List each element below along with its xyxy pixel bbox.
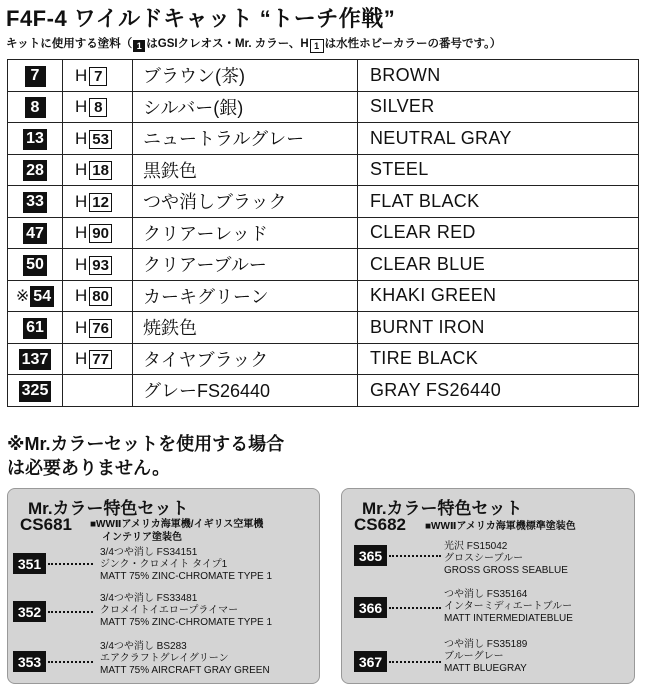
color-set-cs681 xyxy=(7,488,320,684)
paint-name-en: FLAT BLACK xyxy=(358,186,639,218)
color-number-swatch: 352 xyxy=(13,601,46,622)
table-row xyxy=(8,60,639,92)
set-description xyxy=(425,520,576,533)
color-item-line: つや消し FS35189 xyxy=(444,639,528,650)
color-item-line: MATT 75% ZINC-CHROMATE TYPE 1 xyxy=(100,571,273,582)
paint-name-en: STEEL xyxy=(358,154,639,186)
legend-suffix: は水性ホビーカラーの番号です。） xyxy=(324,38,502,50)
aqueous-color-cell xyxy=(63,123,133,155)
mr-color-number: 33 xyxy=(23,192,47,213)
paint-name-ja: カーキグリーン xyxy=(133,280,358,312)
set-title: Mr.カラー特色セット xyxy=(28,499,189,518)
set-code: CS682 xyxy=(354,515,406,534)
note-line: ※Mr.カラーセットを使用する場合 xyxy=(7,434,285,454)
note-line: は必要ありません。 xyxy=(7,458,171,478)
mr-color-number: 47 xyxy=(23,223,47,244)
table-row xyxy=(8,91,639,123)
color-item-line: MATT BLUEGRAY xyxy=(444,663,527,674)
paint-name-en: BURNT IRON xyxy=(358,312,639,344)
h-prefix: H xyxy=(75,254,88,274)
mr-color-number: 50 xyxy=(23,255,47,276)
mr-color-cell xyxy=(8,249,63,281)
h-prefix: H xyxy=(75,317,88,337)
mr-color-cell xyxy=(8,91,63,123)
table-row xyxy=(8,375,639,407)
leader-dots xyxy=(48,611,93,613)
paint-name-ja: 黒鉄色 xyxy=(133,154,358,186)
mr-color-badge-example: 1 xyxy=(133,40,145,52)
color-item-line: 3/4つや消し FS33481 xyxy=(100,593,198,604)
mr-color-cell xyxy=(8,217,63,249)
legend-mid: はGSIクレオス・Mr. カラー、H xyxy=(146,38,309,50)
color-item xyxy=(444,639,527,675)
mr-color-cell xyxy=(8,375,63,407)
legend-prefix: キットに使用する塗料（ xyxy=(6,38,133,50)
color-item xyxy=(444,589,573,625)
color-item-line: クロメイトイエロープライマー xyxy=(100,605,239,616)
color-item xyxy=(100,593,272,629)
aqueous-color-number: 7 xyxy=(89,67,107,86)
color-item-line: 光沢 FS15042 xyxy=(444,541,508,552)
h-prefix: H xyxy=(75,65,88,85)
color-item-line: 3/4つや消し BS283 xyxy=(100,641,187,652)
set-description xyxy=(90,518,263,544)
paint-name-ja: 焼鉄色 xyxy=(133,312,358,344)
leader-dots xyxy=(48,661,93,663)
set-title: Mr.カラー特色セット xyxy=(362,499,523,518)
table-row xyxy=(8,123,639,155)
paint-name-en: KHAKI GREEN xyxy=(358,280,639,312)
color-number-swatch: 365 xyxy=(354,545,387,566)
h-prefix: H xyxy=(75,349,88,369)
color-number-swatch: 351 xyxy=(13,553,46,574)
aqueous-color-cell xyxy=(63,154,133,186)
mr-color-number: 325 xyxy=(19,381,52,402)
aqueous-color-number: 76 xyxy=(89,319,112,338)
table-row xyxy=(8,154,639,186)
aqueous-color-cell xyxy=(63,91,133,123)
color-number-swatch: 366 xyxy=(354,597,387,618)
mr-color-number: 13 xyxy=(23,129,47,150)
color-number-swatch: 353 xyxy=(13,651,46,672)
paint-name-en: BROWN xyxy=(358,60,639,92)
color-item-line: インターミディエートブルー xyxy=(444,601,573,612)
note-mark: ※ xyxy=(15,287,30,305)
color-item-line: ジンク・クロメイト タイプ1 xyxy=(100,559,228,570)
paint-name-ja: グレーFS26440 xyxy=(133,375,358,407)
paint-name-en: SILVER xyxy=(358,91,639,123)
color-item-line: MATT 75% ZINC-CHROMATE TYPE 1 xyxy=(100,617,273,628)
paint-name-ja: タイヤブラック xyxy=(133,343,358,375)
aqueous-color-cell xyxy=(63,186,133,218)
table-row xyxy=(8,343,639,375)
color-item-line: つや消し FS35164 xyxy=(444,589,528,600)
aqueous-color-number: 90 xyxy=(89,224,112,243)
mr-color-cell xyxy=(8,343,63,375)
aqueous-color-number: 93 xyxy=(89,256,112,275)
leader-dots xyxy=(48,563,93,565)
paint-name-en: NEUTRAL GRAY xyxy=(358,123,639,155)
table-row xyxy=(8,312,639,344)
color-item-line: GROSS GROSS SEABLUE xyxy=(444,565,568,576)
set-description-line: ■WWⅡアメリカ海軍機/イギリス空軍機 xyxy=(90,519,264,530)
mr-color-number: 54 xyxy=(30,286,54,307)
mr-color-cell xyxy=(8,186,63,218)
color-item-line: MATT 75% AIRCRAFT GRAY GREEN xyxy=(100,665,270,676)
paint-legend xyxy=(6,35,501,53)
paint-name-en: TIRE BLACK xyxy=(358,343,639,375)
aqueous-color-cell xyxy=(63,217,133,249)
set-description-line: インテリア塗装色 xyxy=(102,532,182,543)
mr-color-number: 8 xyxy=(25,97,46,118)
aqueous-color-number: 80 xyxy=(89,287,112,306)
leader-dots xyxy=(389,555,441,557)
table-row xyxy=(8,217,639,249)
set-code: CS681 xyxy=(20,515,72,534)
leader-dots xyxy=(389,661,441,663)
color-item-line: 3/4つや消し FS34151 xyxy=(100,547,198,558)
aqueous-color-number: 77 xyxy=(89,350,112,369)
set-description-line: ■WWⅡアメリカ海軍機標準塗装色 xyxy=(425,521,576,532)
color-number-swatch: 367 xyxy=(354,651,387,672)
aqueous-color-cell xyxy=(63,375,133,407)
mr-color-cell xyxy=(8,60,63,92)
paint-name-ja: つや消しブラック xyxy=(133,186,358,218)
mr-color-number: 7 xyxy=(25,66,46,87)
aqueous-color-number: 8 xyxy=(89,98,107,117)
paint-name-ja: ニュートラルグレー xyxy=(133,123,358,155)
paint-name-ja: クリアーレッド xyxy=(133,217,358,249)
paint-name-en: CLEAR BLUE xyxy=(358,249,639,281)
color-item xyxy=(100,641,270,677)
aqueous-color-cell xyxy=(63,343,133,375)
paint-name-ja: ブラウン(茶) xyxy=(133,60,358,92)
table-row xyxy=(8,280,639,312)
color-item-line: ブルーグレー xyxy=(444,651,504,662)
h-prefix: H xyxy=(75,286,88,306)
table-row xyxy=(8,186,639,218)
mr-color-cell xyxy=(8,312,63,344)
aqueous-color-number: 18 xyxy=(89,161,112,180)
paint-name-en: CLEAR RED xyxy=(358,217,639,249)
color-item-line: グロスシーブルー xyxy=(444,553,524,564)
h-prefix: H xyxy=(75,128,88,148)
paint-name-en: GRAY FS26440 xyxy=(358,375,639,407)
table-row xyxy=(8,249,639,281)
mr-color-cell xyxy=(8,123,63,155)
aqueous-color-badge-example: 1 xyxy=(310,39,324,53)
aqueous-color-number: 12 xyxy=(89,193,112,212)
paint-name-ja: シルバー(銀) xyxy=(133,91,358,123)
aqueous-color-cell xyxy=(63,312,133,344)
aqueous-color-cell xyxy=(63,280,133,312)
h-prefix: H xyxy=(75,97,88,117)
h-prefix: H xyxy=(75,223,88,243)
h-prefix: H xyxy=(75,160,88,180)
leader-dots xyxy=(389,607,441,609)
color-set-note xyxy=(7,432,284,480)
color-item-line: MATT INTERMEDIATEBLUE xyxy=(444,613,573,624)
mr-color-number: 28 xyxy=(23,160,47,181)
color-item-line: エアクラフトグレイグリーン xyxy=(100,653,229,664)
h-prefix: H xyxy=(75,191,88,211)
aqueous-color-cell xyxy=(63,249,133,281)
aqueous-color-cell xyxy=(63,60,133,92)
mr-color-number: 137 xyxy=(19,349,52,370)
aqueous-color-number: 53 xyxy=(89,130,112,149)
color-set-cs682 xyxy=(341,488,635,684)
color-item xyxy=(444,541,568,577)
paint-name-ja: クリアーブルー xyxy=(133,249,358,281)
color-item xyxy=(100,547,272,583)
mr-color-number: 61 xyxy=(23,318,47,339)
mr-color-cell xyxy=(8,154,63,186)
page-title: F4F-4 ワイルドキャット “トーチ作戦” xyxy=(6,6,396,31)
mr-color-cell xyxy=(8,280,63,312)
paint-table xyxy=(7,59,639,407)
